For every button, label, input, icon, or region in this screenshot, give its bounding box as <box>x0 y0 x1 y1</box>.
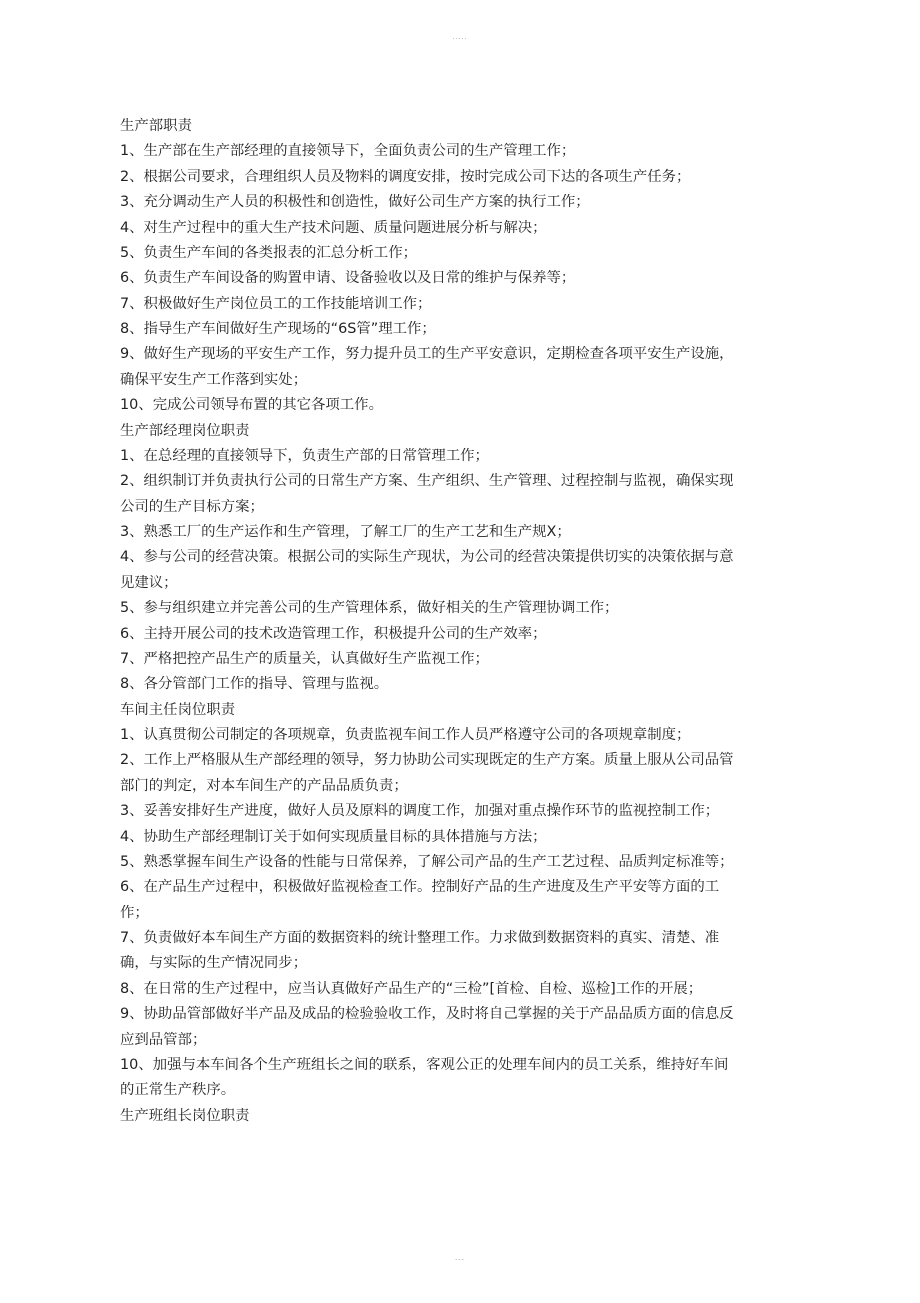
duty-item: 5、熟悉掌握车间生产设备的性能与日常保养，了解公司产品的生产工艺过程、品质判定标准等； <box>120 853 734 870</box>
duty-item: 2、组织制订并负责执行公司的日常生产方案、生产组织、生产管理、过程控制与监视，确保实现公司的生产目标方案； <box>120 473 734 515</box>
duty-item: 3、熟悉工厂的生产运作和生产管理，了解工厂的生产工艺和生产规X； <box>120 524 571 540</box>
section-title: 生产部经理岗位职责 <box>120 422 250 439</box>
duty-item: 5、参与组织建立并完善公司的生产管理体系，做好相关的生产管理协调工作； <box>120 600 619 617</box>
duty-item: 10、加强与本车间各个生产班组长之间的联系，客观公正的处理车间内的员工关系，维持好车间的正常生产秩序。 <box>120 1056 729 1099</box>
duty-item: 3、妥善安排好生产进度，做好人员及原料的调度工作，加强对重点操作环节的监视控制工作； <box>120 803 720 820</box>
duty-item: 5、负责生产车间的各类报表的汇总分析工作； <box>120 244 417 261</box>
duty-item: 2、工作上严格服从生产部经理的领导，努力协助公司实现既定的生产方案。质量上服从公司品管部门的判定，对本车间生产的产品品质负责； <box>120 752 734 794</box>
page-footer-mark: --- <box>455 1256 465 1263</box>
duty-item: 8、指导生产车间做好生产现场的“6S管”理工作； <box>120 321 436 337</box>
duty-item: 9、做好生产现场的平安生产工作，努力提升员工的生产平安意识，定期检查各项平安生产设施，确保平安生产工作落到实处； <box>120 346 734 388</box>
duty-item: 2、根据公司要求，合理组织人员及物料的调度安排，按时完成公司下达的各项生产任务； <box>120 168 691 185</box>
document-body <box>120 114 736 1129</box>
duty-item: 6、在产品生产过程中，积极做好监视检查工作。控制好产品的生产进度及生产平安等方面的工作； <box>120 879 720 921</box>
section-title: 生产部职责 <box>120 118 192 134</box>
duty-item: 4、协助生产部经理制订关于如何实现质量目标的具体措施与方法； <box>120 828 547 845</box>
duty-item: 10、完成公司领导布置的其它各项工作。 <box>120 397 383 414</box>
duty-item: 1、生产部在生产部经理的直接领导下，全面负责公司的生产管理工作； <box>120 143 576 160</box>
duty-item: 8、各分管部门工作的指导、管理与监视。 <box>120 676 389 693</box>
duty-item: 6、主持开展公司的技术改造管理工作，积极提升公司的生产效率； <box>120 625 547 642</box>
duty-item: 7、积极做好生产岗位员工的工作技能培训工作； <box>120 295 432 312</box>
duty-item: 6、负责生产车间设备的购置申请、设备验收以及日常的维护与保养等； <box>120 270 576 287</box>
duty-item: 9、协助品管部做好半产品及成品的检验验收工作，及时将自己掌握的关于产品品质方面的信息反应到品管部； <box>120 1006 734 1048</box>
duty-item: 8、在日常的生产过程中，应当认真做好产品生产的“三检”[首检、自检、巡检]工作的开展； <box>120 980 703 997</box>
duty-item: 7、严格把控产品生产的质量关，认真做好生产监视工作； <box>120 650 489 667</box>
section-title: 生产班组长岗位职责 <box>120 1107 250 1124</box>
duty-item: 4、对生产过程中的重大生产技术问题、质量问题进展分析与解决； <box>120 219 547 236</box>
duty-item: 1、认真贯彻公司制定的各项规章，负责监视车间工作人员严格遵守公司的各项规章制度； <box>120 727 691 743</box>
duty-item: 1、在总经理的直接领导下，负责生产部的日常管理工作； <box>120 447 489 464</box>
page-header-mark: ..... <box>452 34 468 41</box>
section-title: 车间主任岗位职责 <box>120 701 236 718</box>
duty-item: 7、负责做好本车间生产方面的数据资料的统计整理工作。力求做到数据资料的真实、清楚、准确，与实际的生产情况同步； <box>120 930 720 972</box>
duty-item: 3、充分调动生产人员的积极性和创造性，做好公司生产方案的执行工作； <box>120 194 590 211</box>
duty-item: 4、参与公司的经营决策。根据公司的实际生产现状，为公司的经营决策提供切实的决策依据与意见建议； <box>120 549 734 591</box>
